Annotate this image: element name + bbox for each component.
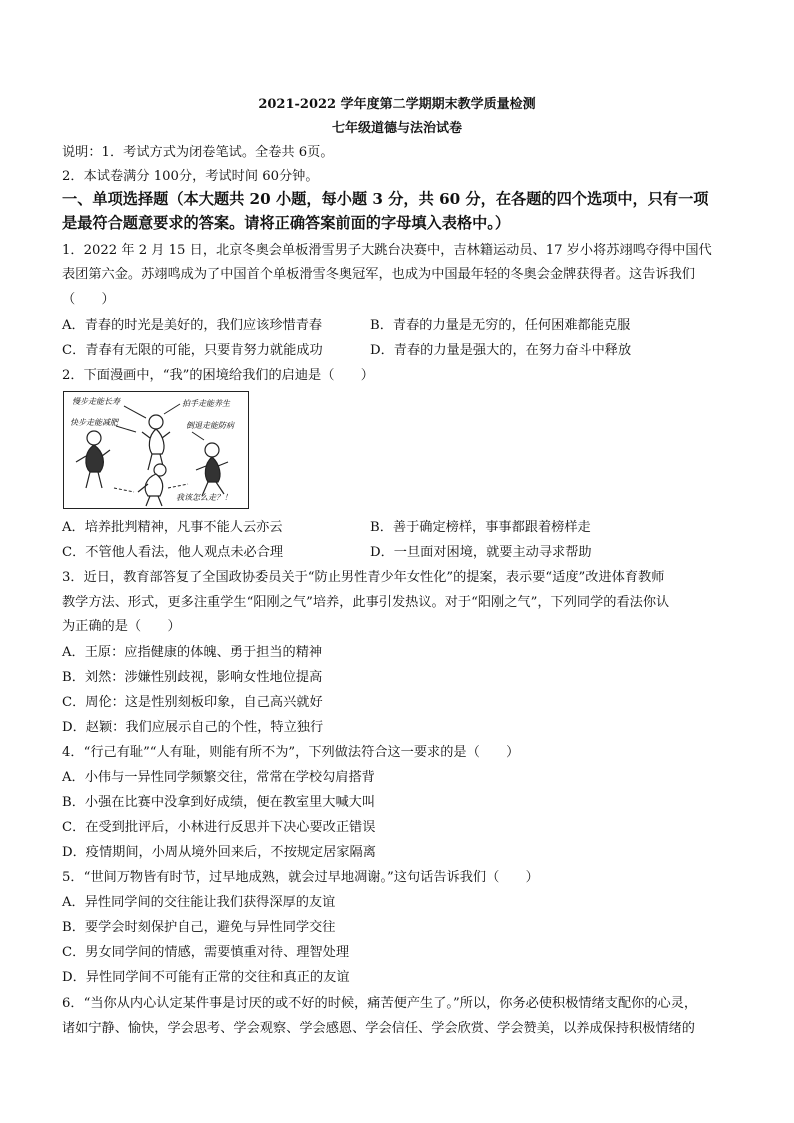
- q1-stem-line-2: 表团第六金。苏翊鸣成为了中国首个单板滑雪冬奥冠军，也成为中国最年轻的冬奥会金牌获得者。这告诉我们: [62, 267, 695, 282]
- q1-stem-line-1: 1．2022 年 2 月 15 日，北京冬奥会单板滑雪男子大跳台决赛中，吉林籍运动员、17 岁小将苏翊鸣夺得中国代: [62, 243, 712, 258]
- q1-stem-line-3: （ ）: [62, 292, 115, 307]
- cartoon-figure-confused: [138, 464, 166, 506]
- section-heading-line-2: 是最符合题意要求的答案。请将正确答案前面的字母填入表格中。）: [62, 214, 511, 232]
- q1-option-d: D．青春的力量是强大的，在努力奋斗中释放: [370, 343, 632, 358]
- q4-option-a: A．小伟与一异性同学频繁交往，常常在学校勾肩搭背: [62, 770, 375, 785]
- cartoon-caption-slow-walk: 慢步走能长寿: [72, 397, 120, 406]
- q5-option-a: A．异性同学间的交往能让我们获得深厚的友谊: [62, 895, 336, 910]
- q4-option-d: D．疫情期间，小周从境外回来后，不按规定居家隔离: [62, 845, 376, 860]
- note-line-2: 2．本试卷满分 100分，考试时间 60分钟。: [62, 169, 319, 184]
- section-heading-line-1: 一、单项选择题（本大题共 20 小题，每小题 3 分，共 60 分，在各题的四个选项中，只有一项: [62, 190, 709, 208]
- q3-stem-line-2: 教学方法、形式，更多注重学生“阳刚之气”培养，此事引发热议。对于“阳刚之气”，下列同学的看法你认: [62, 595, 670, 610]
- q3-stem-line-1: 3．近日，教育部答复了全国政协委员关于“防止男性青少年女性化”的提案，表示要“适度”改进体育教师: [62, 570, 665, 585]
- cartoon-caption-confused: 我该怎么走？！: [176, 493, 232, 502]
- q1-option-b: B．青春的力量是无穷的，任何困难都能克服: [370, 318, 631, 333]
- cartoon-figure-left: [76, 431, 110, 488]
- q2-stem: 2．下面漫画中，“我”的困境给我们的启迪是（ ）: [62, 368, 374, 383]
- q2-option-d: D．一旦面对困境，就要主动寻求帮助: [370, 545, 592, 560]
- q6-stem-line-1: 6．“当你从内心认定某件事是讨厌的或不好的时候，痛苦便产生了。”所以，你务必使积极情绪支配你的心灵，: [62, 996, 698, 1011]
- cartoon-caption-clap-walk: 拍手走能养生: [182, 399, 230, 408]
- cartoon-figure-right: [196, 443, 228, 496]
- q5-option-c: C．男女同学间的情感，需要慎重对待、理智处理: [62, 945, 350, 960]
- q1-option-a: A．青春的时光是美好的，我们应该珍惜青春: [62, 318, 323, 333]
- cartoon-caption-fast-walk: 快步走能减肥: [70, 418, 118, 427]
- cartoon-caption-back-walk: 倒退走能防病: [186, 421, 234, 430]
- q2-option-b: B．善于确定榜样，事事都跟着榜样走: [370, 520, 591, 535]
- q2-option-a: A．培养批判精神，凡事不能人云亦云: [62, 520, 283, 535]
- q6-stem-line-2: 诸如宁静、愉快，学会思考、学会观察、学会感恩、学会信任、学会欣赏、学会赞美，以养成保持积极情绪的: [62, 1021, 695, 1036]
- q5-option-d: D．异性同学间不可能有正常的交往和真正的友谊: [62, 970, 350, 985]
- cartoon-drawing: [64, 392, 248, 508]
- q3-option-a: A．王原：应指健康的体魄、勇于担当的精神: [62, 645, 323, 660]
- q4-option-c: C．在受到批评后，小林进行反思并下决心要改正错误: [62, 820, 376, 835]
- q3-option-b: B．刘然：涉嫌性别歧视，影响女性地位提高: [62, 670, 323, 685]
- q3-option-d: D．赵颖：我们应展示自己的个性，特立独行: [62, 720, 324, 735]
- q5-stem: 5．“世间万物皆有时节，过早地成熟，就会过早地凋谢。”这句话告诉我们（ ）: [62, 870, 539, 885]
- exam-title: 2021-2022 学年度第二学期期末教学质量检测: [258, 97, 536, 112]
- q5-option-b: B．要学会时刻保护自己，避免与异性同学交往: [62, 920, 336, 935]
- q4-option-b: B．小强在比赛中没拿到好成绩，便在教室里大喊大叫: [62, 795, 376, 810]
- q3-stem-line-3: 为正确的是（ ）: [62, 619, 181, 634]
- exam-subtitle: 七年级道德与法治试卷: [331, 121, 462, 136]
- cartoon-figure-middle: [142, 415, 170, 470]
- q3-option-c: C．周伦：这是性别刻板印象，自己高兴就好: [62, 695, 323, 710]
- q2-cartoon: [63, 391, 249, 509]
- q4-stem: 4．“行己有耻”“人有耻，则能有所不为”，下列做法符合这一要求的是（ ）: [62, 745, 520, 760]
- note-line-1: 说明：1．考试方式为闭卷笔试。全卷共 6页。: [62, 145, 334, 160]
- q2-option-c: C．不管他人看法，他人观点未必合理: [62, 545, 284, 560]
- q1-option-c: C．青春有无限的可能，只要肯努力就能成功: [62, 343, 323, 358]
